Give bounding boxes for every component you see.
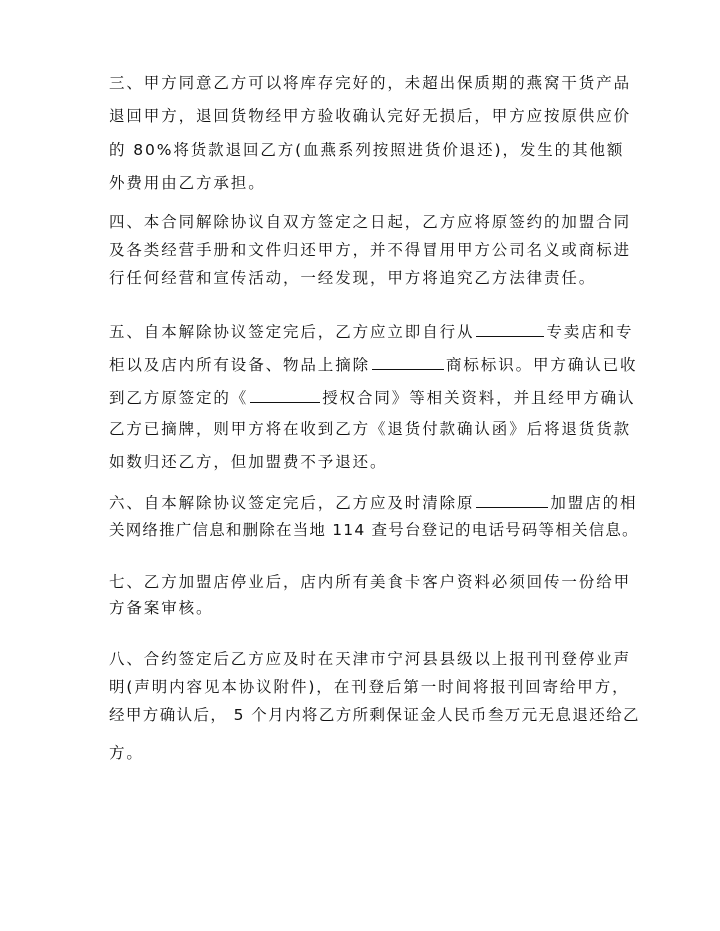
section-3-line-3: 的 80%将货款退回乙方(血燕系列按照进货价退还)，发生的其他额 — [109, 141, 625, 159]
section-6-text: 六、自本解除协议签定完后，乙方应及时清除原 — [109, 494, 475, 512]
section-8-line-3: 经甲方确认后， 5 个月内将乙方所剩保证金人民币叁万元无息退还给乙 — [109, 706, 640, 724]
section-3-line-2: 退回甲方，退回货物经甲方验收确认完好无损后，甲方应按原供应价 — [109, 107, 632, 125]
section-5-line-5: 如数归还乙方，但加盟费不予退还。 — [109, 453, 388, 471]
section-7-line-2: 方备案审核。 — [109, 599, 214, 617]
section-8-line-1: 八、合约签定后乙方应及时在天津市宁河县县级以上报刊刊登停业声 — [109, 650, 632, 668]
section-4-line-2: 及各类经营手册和文件归还甲方，并不得冒用甲方公司名义或商标进 — [109, 241, 632, 259]
section-3-line-1: 三、甲方同意乙方可以将库存完好的，未超出保质期的燕窝干货产品 — [109, 74, 632, 92]
section-3-line-4: 外费用由乙方承担。 — [109, 174, 266, 192]
section-5-text: 授权合同》等相关资料，并且经甲方确认 — [322, 389, 636, 407]
section-4-line-3: 行任何经营和宣传活动，一经发现，甲方将追究乙方法律责任。 — [109, 269, 597, 287]
section-8-line-4: 方。 — [109, 744, 144, 762]
section-5-text: 五、自本解除协议签定完后，乙方应立即自行从 — [109, 323, 475, 341]
section-5-text: 到乙方原签定的《 — [109, 389, 249, 407]
section-5-line-4: 乙方已摘牌，则甲方将在收到乙方《退货付款确认函》后将退货货款 — [109, 420, 632, 438]
section-5-text: 专卖店和专 — [546, 323, 634, 341]
section-7-line-1: 七、乙方加盟店停业后，店内所有美食卡客户资料必须回传一份给甲 — [109, 573, 632, 591]
section-5-line-3 — [109, 387, 636, 407]
section-4-line-1: 四、本合同解除协议自双方签定之日起，乙方应将原签约的加盟合同 — [109, 213, 632, 231]
section-5-line-2 — [109, 354, 638, 374]
section-5-line-1 — [109, 321, 634, 341]
blank-franchise-name — [476, 492, 548, 508]
section-6-text: 加盟店的相 — [550, 494, 638, 512]
blank-store-name — [476, 321, 544, 337]
section-5-text: 商标标识。甲方确认已收 — [446, 356, 638, 374]
section-6-line-2: 关网络推广信息和删除在当地 114 查号台登记的电话号码等相关信息。 — [109, 521, 639, 539]
section-8-line-2: 明(声明内容见本协议附件)，在刊登后第一时间将报刊回寄给甲方， — [109, 678, 630, 696]
section-6-line-1 — [109, 492, 638, 512]
section-5-text: 柜以及店内所有设备、物品上摘除 — [109, 356, 371, 374]
blank-contract-name — [250, 387, 320, 403]
blank-trademark-name — [372, 354, 444, 370]
